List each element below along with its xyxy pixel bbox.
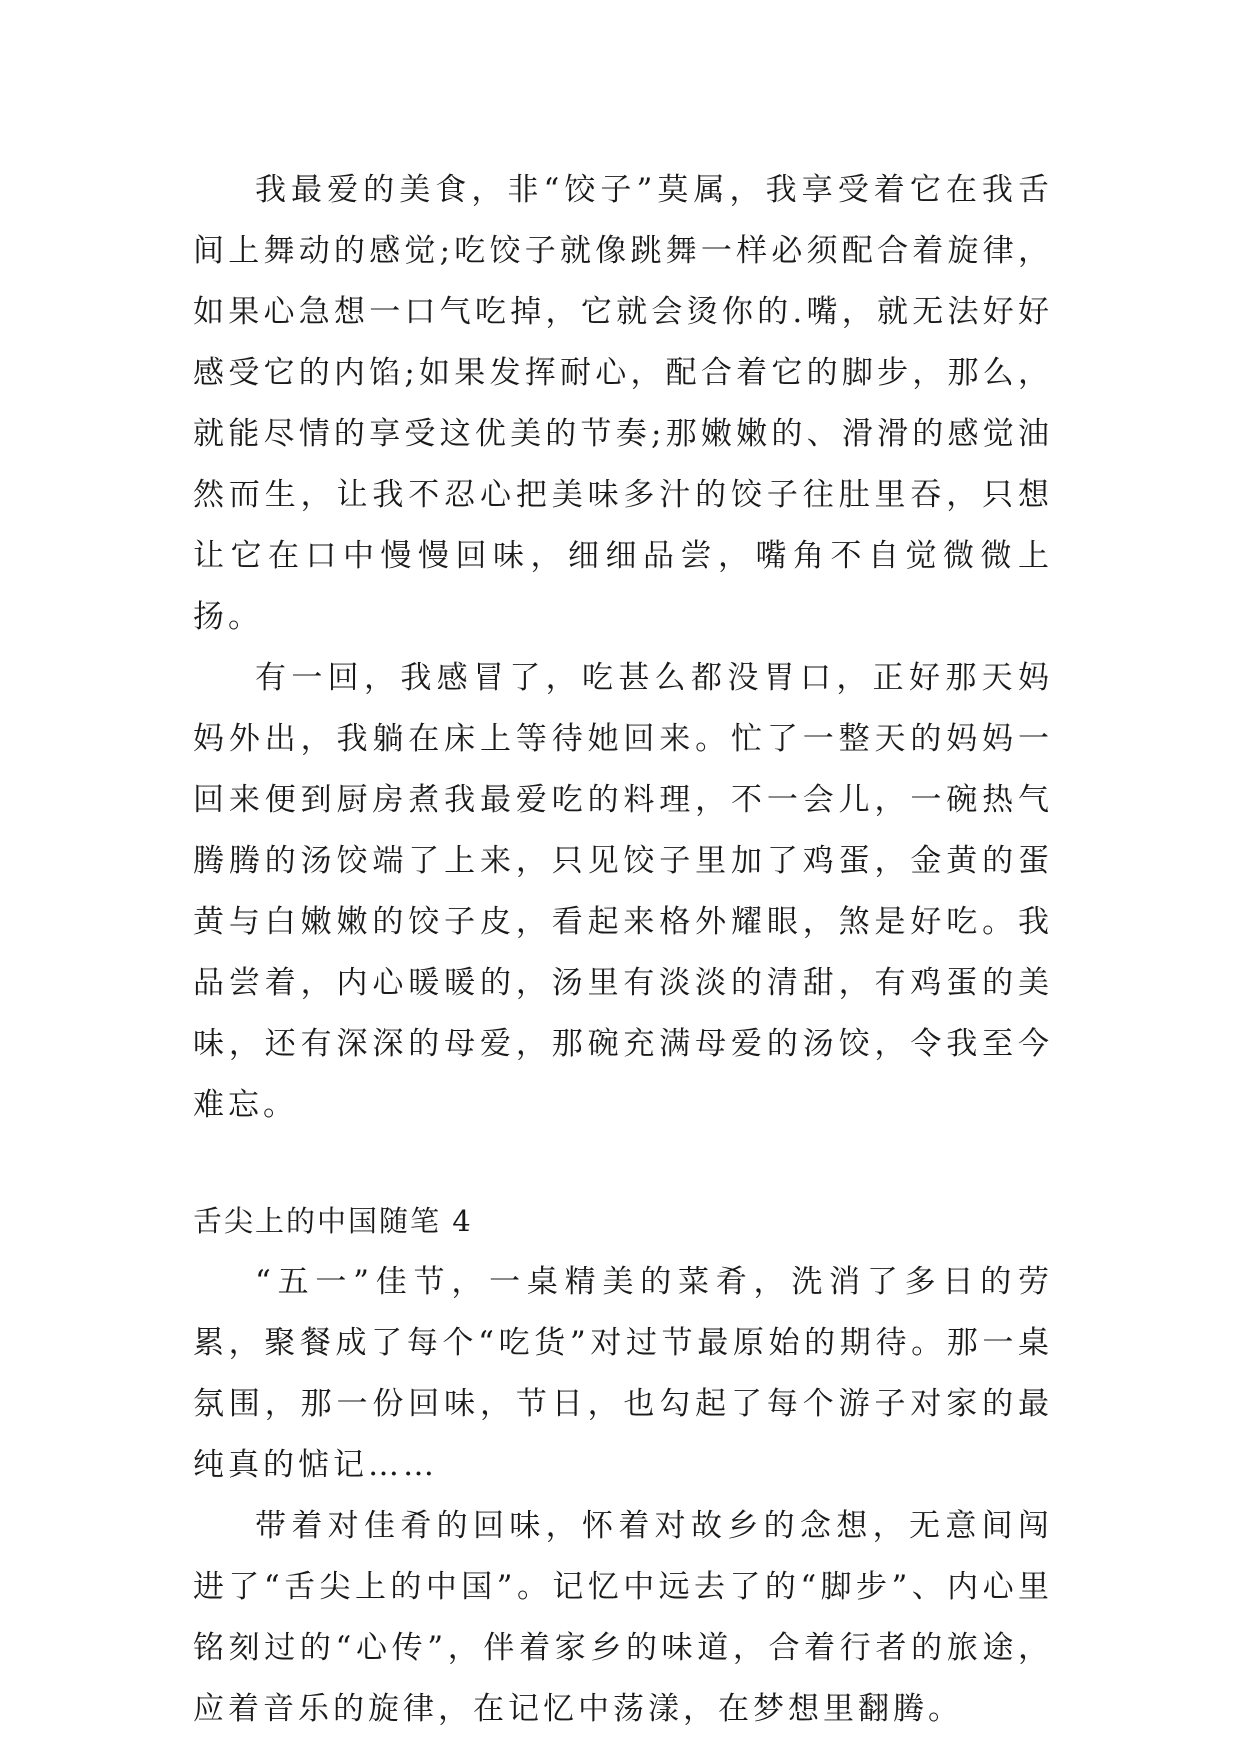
paragraph-mothers-dumplings: 有一回，我感冒了，吃甚么都没胃口，正好那天妈妈外出，我躺在床上等待她回来。忙了一整天的妈妈一回来便到厨房煮我最爱吃的料理，不一会儿，一碗热气腾腾的汤饺端了上来，只见饺子里加了鸡蛋，金黄的蛋黄与白嫩嫩的饺子皮，看起来格外耀眼，煞是好吃。我品尝着，内心暖暖的，汤里有淡淡的清甜，有鸡蛋的美味，还有深深的母爱，那碗充满母爱的汤饺，令我至今难忘。 (193, 660, 1053, 1123)
section-heading: 舌尖上的中国随笔 4 (193, 1204, 473, 1238)
document-page (193, 160, 1053, 1740)
paragraph-may-day: “五一”佳节，一桌精美的菜肴，洗消了多日的劳累，聚餐成了每个“吃货”对过节最原始的期待。那一桌氛围，那一份回味，节日，也勾起了每个游子对家的最纯真的惦记…… (193, 1264, 1053, 1483)
paragraph-dumplings-love: 我最爱的美食，非“饺子”莫属，我享受着它在我舌间上舞动的感觉;吃饺子就像跳舞一样必须配合着旋律，如果心急想一口气吃掉，它就会烫你的.嘴，就无法好好感受它的内馅;如果发挥耐心，配合着它的脚步，那么，就能尽情的享受这优美的节奏;那嫩嫩的、滑滑的感觉油然而生，让我不忍心把美味多汁的饺子往肚里吞，只想让它在口中慢慢回味，细细品尝，嘴角不自觉微微上扬。 (193, 172, 1053, 635)
paragraph-tongue-china: 带着对佳肴的回味，怀着对故乡的念想，无意间闯进了“舌尖上的中国”。记忆中远去了的“脚步”、内心里铭刻过的“心传”，伴着家乡的味道，合着行者的旅途，应着音乐的旋律，在记忆中荡漾，在梦想里翻腾。 (193, 1508, 1053, 1727)
